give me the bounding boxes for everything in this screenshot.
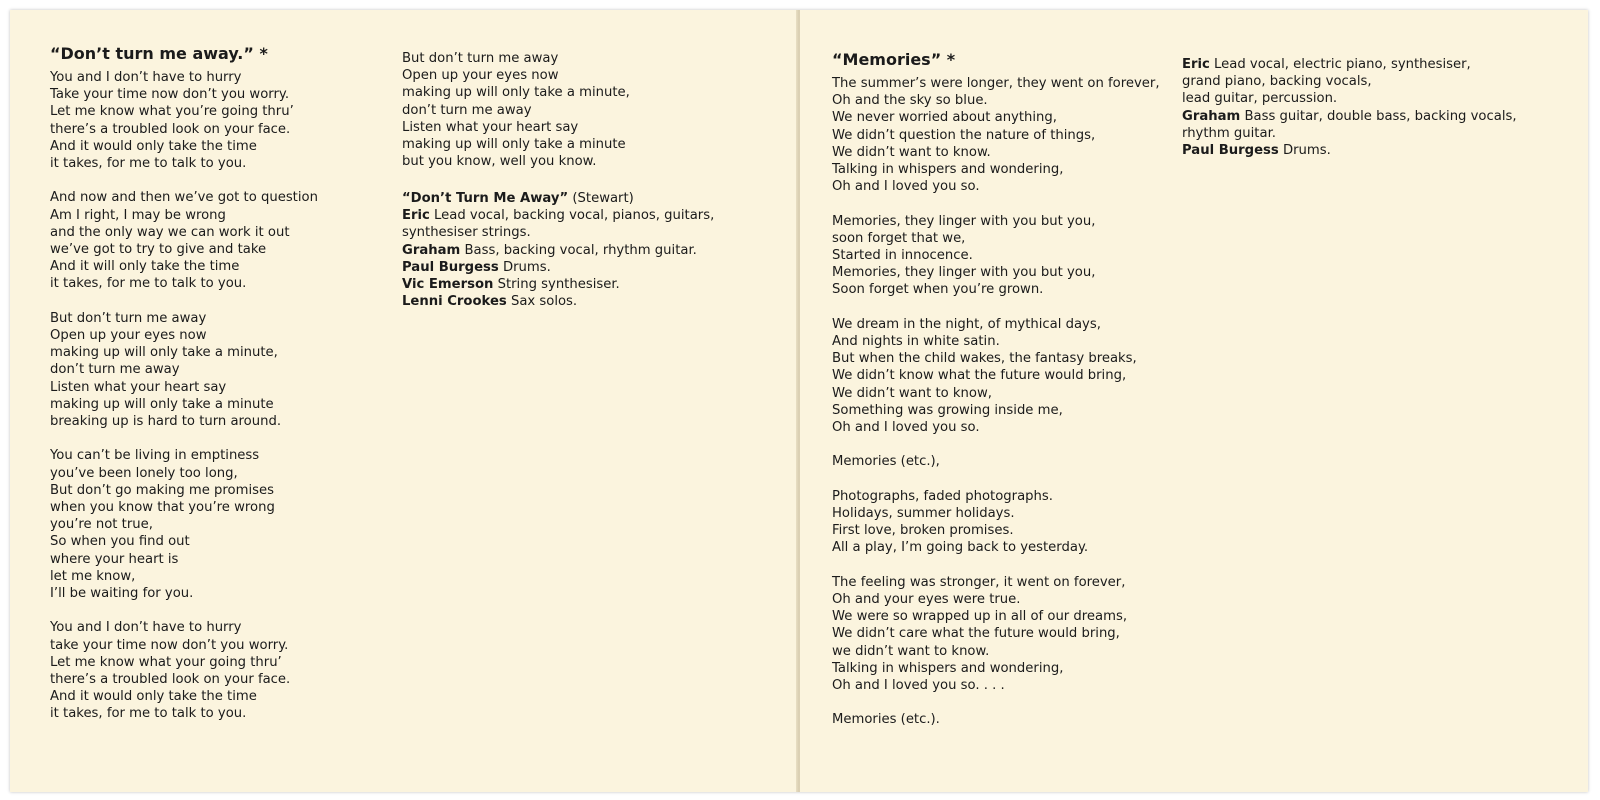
lyric-line: And it would only take the time	[50, 689, 257, 705]
credits-heading	[402, 190, 714, 207]
song-lyrics-memories	[832, 50, 1160, 746]
lyric-line: We dream in the night, of mythical days,	[832, 316, 1101, 332]
lyric-line: Memories, they linger with you but you,	[832, 265, 1096, 281]
lyric-line: take your time now don’t you worry.	[50, 637, 289, 653]
lyric-line: Take your time now don’t you worry.	[50, 87, 290, 103]
lyric-line: Open up your eyes now	[402, 68, 559, 84]
lyric-line: we didn’t want to know.	[832, 643, 990, 659]
lyric-line: We didn’t want to know.	[832, 144, 991, 160]
left-page	[10, 10, 798, 792]
lyric-line: We were so wrapped up in all of our dreams,	[832, 609, 1128, 625]
stanza	[50, 619, 318, 722]
lyric-line: it takes, for me to talk to you.	[50, 706, 247, 722]
credit-role: Sax solos.	[506, 294, 578, 310]
credit-role: String synthesiser.	[493, 277, 620, 293]
lyric-line: Let me know what your going thru’	[50, 654, 282, 670]
lyric-line: making up will only take a minute	[402, 137, 626, 153]
lyric-line: making up will only take a minute	[50, 396, 274, 412]
lyric-line: Soon forget when you’re grown.	[832, 282, 1044, 298]
lyric-line: making up will only take a minute,	[50, 345, 278, 361]
lyric-line: We didn’t question the nature of things,	[832, 127, 1096, 143]
lyric-line: We didn’t know what the future would bring,	[832, 368, 1127, 384]
lyric-line: when you know that you’re wrong	[50, 500, 275, 516]
lyric-line: Memories (etc.),	[832, 454, 940, 470]
credit-name: Vic Emerson	[402, 277, 494, 293]
song-credits-dont-turn-me-away	[402, 190, 714, 310]
lyric-line: But don’t turn me away	[402, 51, 559, 66]
lyric-line: First love, broken promises.	[832, 523, 1014, 539]
lyric-line: making up will only take a minute,	[402, 85, 630, 101]
lyric-line: We didn’t care what the future would bring,	[832, 626, 1120, 642]
lyric-line: I’ll be waiting for you.	[50, 586, 194, 602]
lyric-line: And now and then we’ve got to question	[50, 190, 318, 206]
song-lyrics-dont-turn-me-away	[50, 44, 318, 740]
credit-role: Lead vocal, backing vocal, pianos, guitars,	[429, 208, 715, 224]
lyric-line: Memories, they linger with you but you,	[832, 213, 1096, 229]
credit-role: grand piano, backing vocals,	[1182, 74, 1372, 90]
lyric-line: Talking in whispers and wondering,	[832, 660, 1064, 676]
stanza	[832, 316, 1160, 436]
song-lyrics-continued	[402, 50, 630, 188]
lyric-line: let me know,	[50, 568, 136, 584]
lyric-line: Talking in whispers and wondering,	[832, 162, 1064, 178]
credit-name: Lenni Crookes	[402, 294, 507, 310]
credit-line	[402, 207, 714, 224]
credit-line	[1182, 90, 1517, 107]
lyric-line: you’ve been lonely too long,	[50, 465, 238, 481]
lyric-line: You and I don’t have to hurry	[50, 70, 242, 85]
lyric-line: And it would only take the time	[50, 138, 257, 154]
right-page	[800, 10, 1588, 792]
credit-line	[402, 224, 714, 241]
stanza	[402, 50, 630, 170]
lyric-line: Open up your eyes now	[50, 328, 207, 344]
lyric-line: soon forget that we,	[832, 230, 966, 246]
stanza	[50, 69, 318, 172]
lyric-line: All a play, I’m going back to yesterday.	[832, 540, 1089, 556]
stanza	[50, 189, 318, 292]
lyric-line: Started in innocence.	[832, 248, 973, 264]
lyric-line: Listen what your heart say	[402, 119, 579, 135]
lyric-line: You and I don’t have to hurry	[50, 620, 242, 636]
lyric-line: breaking up is hard to turn around.	[50, 414, 282, 430]
stanza	[50, 447, 318, 602]
lyric-line: And it will only take the time	[50, 259, 240, 275]
credits-title: “Don’t Turn Me Away”	[402, 191, 569, 206]
lyric-line: Am I right, I may be wrong	[50, 207, 226, 223]
credit-name: Eric	[402, 208, 430, 224]
stanza	[832, 453, 1160, 470]
lyric-line: Oh and the sky so blue.	[832, 93, 988, 109]
credit-line	[1182, 108, 1517, 125]
lyric-line: there’s a troubled look on your face.	[50, 121, 291, 137]
credit-line	[402, 293, 714, 310]
credit-line	[1182, 73, 1517, 90]
credit-role: Bass guitar, double bass, backing vocals,	[1240, 108, 1517, 124]
credit-role: Lead vocal, electric piano, synthesiser,	[1209, 57, 1471, 72]
credits-writer: (Stewart)	[568, 191, 634, 206]
credit-name: Paul Burgess	[1182, 143, 1279, 159]
lyric-line: And nights in white satin.	[832, 334, 1000, 350]
lyric-line: don’t turn me away	[402, 102, 532, 118]
stanza	[832, 711, 1160, 728]
lyric-line: But don’t go making me promises	[50, 482, 274, 498]
lyric-line: there’s a troubled look on your face.	[50, 672, 291, 688]
lyric-line: Something was growing inside me,	[832, 402, 1063, 418]
song-credits-memories	[1182, 56, 1517, 159]
lyric-line: it takes, for me to talk to you.	[50, 276, 247, 292]
lyric-line: but you know, well you know.	[402, 154, 597, 170]
lyric-line: Oh and I loved you so. . . .	[832, 678, 1005, 694]
lyric-line: So when you find out	[50, 534, 190, 550]
credit-line	[402, 242, 714, 259]
credit-name: Paul Burgess	[402, 259, 499, 275]
credit-line	[402, 276, 714, 293]
lyric-line: Let me know what you’re going thru’	[50, 104, 294, 120]
lyric-line: We didn’t want to know,	[832, 385, 992, 401]
lyric-line: Oh and I loved you so.	[832, 179, 980, 195]
lyric-line: it takes, for me to talk to you.	[50, 156, 247, 172]
credit-role: lead guitar, percussion.	[1182, 91, 1338, 107]
lyric-line: Holidays, summer holidays.	[832, 506, 1015, 522]
lyric-line: The summer’s were longer, they went on forever,	[832, 76, 1160, 91]
lyric-line: we’ve got to try to give and take	[50, 242, 267, 258]
credit-role: synthesiser strings.	[402, 225, 531, 241]
stanza	[832, 574, 1160, 694]
stanza	[50, 310, 318, 430]
lyric-line: The feeling was stronger, it went on forever,	[832, 574, 1126, 590]
lyric-line: But when the child wakes, the fantasy breaks,	[832, 351, 1137, 367]
credit-role: Drums.	[498, 259, 551, 275]
credit-name: Eric	[1182, 57, 1210, 72]
lyrics-booklet-spread	[10, 10, 1588, 792]
stanza	[832, 488, 1160, 557]
credit-role: Bass, backing vocal, rhythm guitar.	[460, 242, 697, 258]
song-title: “Memories” *	[832, 50, 956, 69]
lyric-line: Photographs, faded photographs.	[832, 488, 1053, 504]
credit-line	[402, 259, 714, 276]
credit-line	[1182, 125, 1517, 142]
credit-line	[1182, 56, 1517, 73]
lyric-line: Memories (etc.).	[832, 712, 940, 728]
lyric-line: We never worried about anything,	[832, 110, 1057, 126]
lyric-line: don’t turn me away	[50, 362, 180, 378]
lyric-line: You can’t be living in emptiness	[50, 448, 260, 464]
credit-line	[1182, 142, 1517, 159]
lyric-line: and the only way we can work it out	[50, 224, 290, 240]
credit-role: Drums.	[1278, 143, 1331, 159]
lyric-line: Listen what your heart say	[50, 379, 227, 395]
song-title: “Don’t turn me away.” *	[50, 44, 268, 63]
credit-name: Graham	[402, 242, 461, 258]
lyric-line: Oh and your eyes were true.	[832, 592, 1021, 608]
stanza	[832, 75, 1160, 195]
lyric-line: you’re not true,	[50, 517, 153, 533]
lyric-line: Oh and I loved you so.	[832, 420, 980, 436]
lyric-line: But don’t turn me away	[50, 310, 207, 326]
credit-name: Graham	[1182, 108, 1241, 124]
stanza	[832, 213, 1160, 299]
credit-role: rhythm guitar.	[1182, 125, 1276, 141]
lyric-line: where your heart is	[50, 551, 179, 567]
